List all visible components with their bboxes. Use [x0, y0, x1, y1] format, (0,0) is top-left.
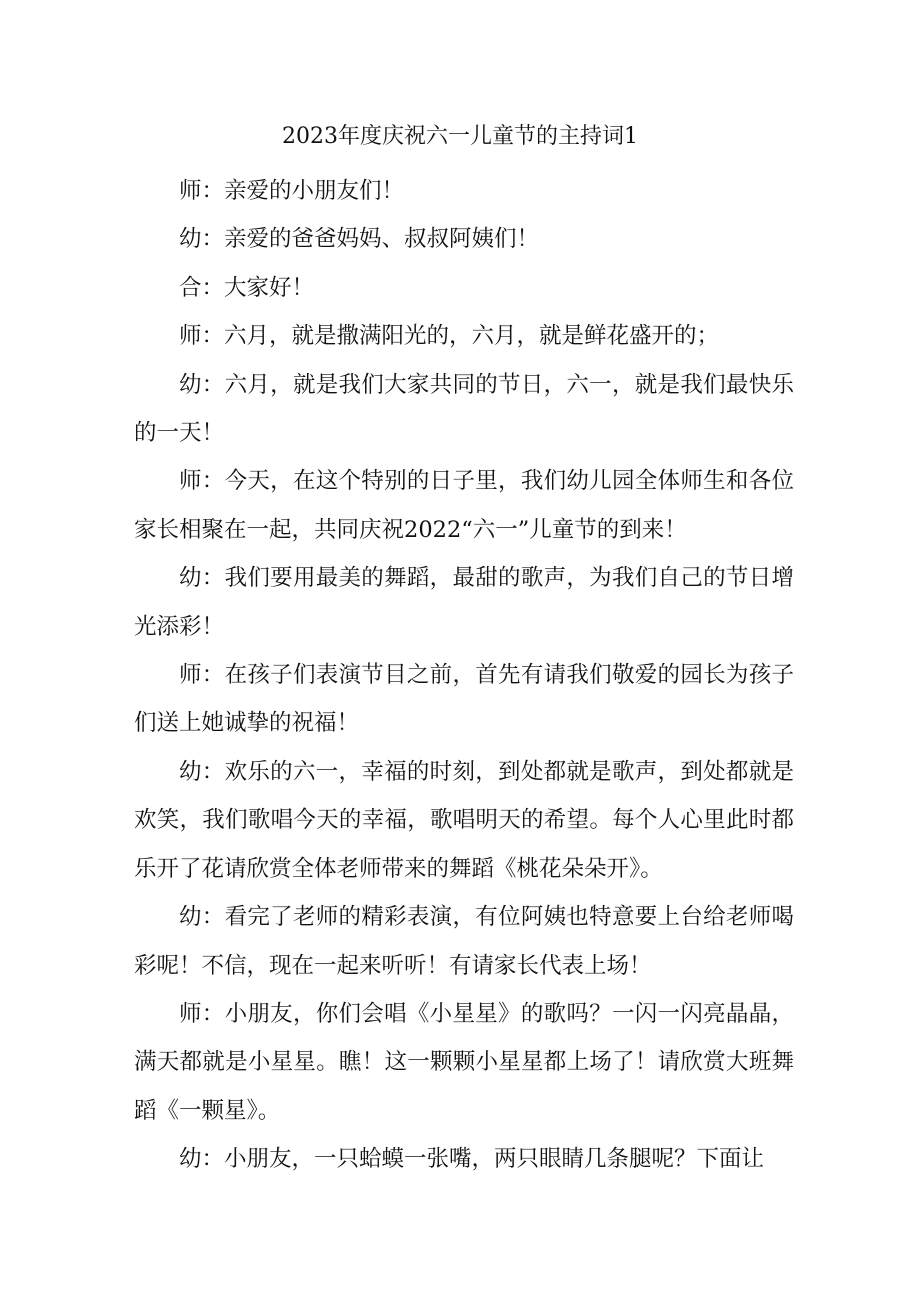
- paragraph: 幼：小朋友，一只蛤蟆一张嘴，两只眼睛几条腿呢？下面让: [179, 1146, 765, 1173]
- paragraph: 师：亲爱的小朋友们！: [179, 178, 405, 204]
- paragraph: 师：在孩子们表演节目之前，首先有请我们敬爱的园长为孩子们送上她诚挚的祝福！: [134, 662, 794, 737]
- paragraph: 幼：看完了老师的精彩表演，有位阿姨也特意要上台给老师喝彩呢！不信，现在一起来听听！有请家长代表上场！: [134, 904, 794, 979]
- paragraph: 幼：我们要用最美的舞蹈，最甜的歌声，为我们自己的节日增光添彩！: [134, 565, 794, 640]
- paragraph: 师：今天，在这个特别的日子里，我们幼儿园全体师生和各位家长相聚在一起，共同庆祝2022“六一”儿童节的到来！: [134, 468, 794, 543]
- paragraph: 幼：六月，就是我们大家共同的节日，六一，就是我们最快乐的一天！: [134, 371, 794, 447]
- document-title: 2023年度庆祝六一儿童节的主持词1: [282, 124, 638, 149]
- paragraph: 师：小朋友，你们会唱《小星星》的歌吗？一闪一闪亮晶晶，满天都就是小星星。瞧！这一颗颗小星星都上场了！请欣赏大班舞蹈《一颗星》。: [134, 1000, 794, 1124]
- paragraph: 幼：亲爱的爸爸妈妈、叔叔阿姨们！: [179, 226, 540, 253]
- paragraph: 幼：欢乐的六一，幸福的时刻，到处都就是歌声，到处都就是欢笑，我们歌唱今天的幸福，歌唱明天的希望。每个人心里此时都乐开了花请欣赏全体老师带来的舞蹈《桃花朵朵开》。: [134, 758, 794, 882]
- document-body: [134, 167, 794, 1184]
- paragraph: 师：六月，就是撒满阳光的，六月，就是鲜花盛开的；: [179, 323, 720, 350]
- paragraph: 合：大家好！: [179, 274, 315, 301]
